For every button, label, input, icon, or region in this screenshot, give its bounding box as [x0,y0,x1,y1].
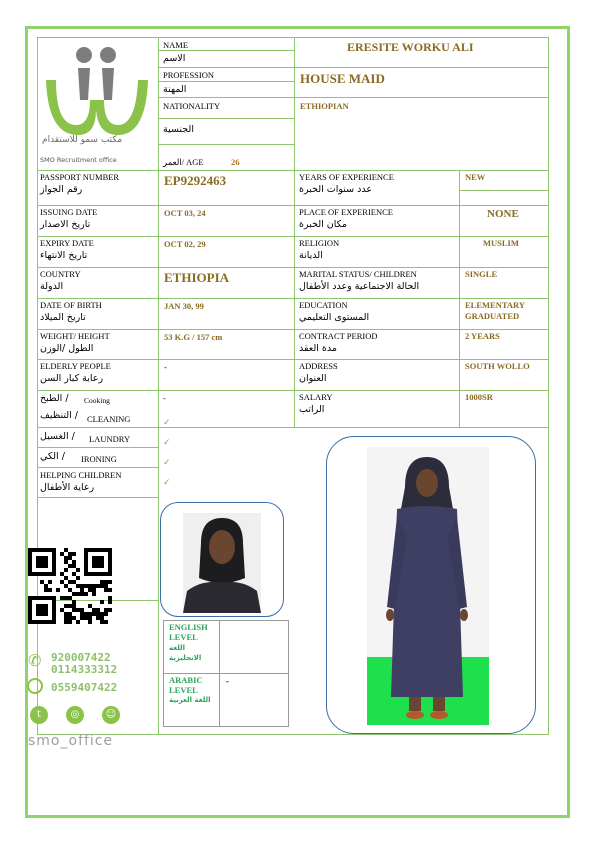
full-body-photo-frame [326,436,536,734]
left-row-label-ar: تاريخ الاصدار [40,219,91,230]
profession-label-ar: المهنة [163,84,187,95]
children-label-ar: رعاية الأطفال [40,482,95,493]
ironing-label-ar: الكي / [40,451,65,462]
phone-number-2: 0114333312 [51,663,118,676]
age-value: 26 [231,157,240,167]
phone-icon: ✆ [28,651,42,670]
left-row-value: OCT 02, 29 [164,239,206,249]
full-body-photo [367,447,489,725]
left-row-label-en: PASSPORT NUMBER [40,172,120,182]
left-row-value: EP9292463 [164,173,227,188]
right-row-label-en: CONTRACT PERIOD [299,331,378,341]
left-row-value: JAN 30, 99 [164,301,204,311]
right-row-label-ar: مدة العقد [299,343,337,354]
right-row-value: NONE [487,208,519,220]
portrait-photo [183,513,261,613]
right-row-value: NEW [465,172,486,182]
company-logo [38,40,156,170]
cleaning-label-ar: التنظيف / [40,410,78,421]
right-row-label-en: EDUCATION [299,300,348,310]
cooking-label-en: Cooking [84,396,110,405]
qr-code [28,548,112,624]
english-level-label-ar: اللغة الانجليزية [169,644,202,662]
laundry-check-icon: ✓ [163,437,171,447]
left-row-value: OCT 03, 24 [164,208,206,218]
cleaning-check-icon: ✓ [163,417,171,427]
right-row-value: ELEMENTARY GRADUATED [465,300,525,321]
left-row-label-en: ISSUING DATE [40,207,98,217]
arabic-level-value: - [226,676,229,686]
profession-value: HOUSE MAID [300,71,385,86]
profession-label-en: PROFESSION [163,70,215,80]
left-row-label-ar: تاريخ الانتهاء [40,250,88,261]
left-row-label-en: ELDERLY PEOPLE [40,361,111,371]
right-row-label-ar: الديانة [299,250,323,261]
ironing-label-en: IRONING [81,454,117,464]
right-row-label-ar: مكان الخبرة [299,219,347,230]
right-row-label-en: MARITAL STATUS/ CHILDREN [299,269,417,279]
ironing-check-icon: ✓ [163,457,171,467]
left-row-label-en: COUNTRY [40,269,81,279]
whatsapp-icon [27,678,43,694]
left-row-label-en: DATE OF BIRTH [40,300,102,310]
right-row-value: 2 YEARS [465,331,500,341]
left-row-label-ar: تاريخ الميلاد [40,312,86,323]
english-level-label: ENGLISH LEVEL [169,622,208,642]
right-row-label-en: RELIGION [299,238,340,248]
left-row-value: ETHIOPIA [164,270,230,285]
right-row-label-en: YEARS OF EXPERIENCE [299,172,394,182]
laundry-label-ar: الغسيل / [40,431,75,442]
right-row-label-ar: العنوان [299,373,327,384]
left-row-label-ar: رقم الجواز [40,184,83,195]
right-row-value: SOUTH WOLLO [465,361,530,371]
right-row-label-ar: الحالة الاجتماعية وعدد الأطفال [299,281,420,292]
social-handle: smo_office [28,733,114,749]
instagram-icon[interactable]: ◎ [66,706,84,724]
arabic-level-label-ar: اللغة العربية [169,696,211,704]
children-label-en: HELPING CHILDREN [40,470,122,480]
nationality-label-ar: الجنسية [163,124,194,135]
right-row-label-ar: عدد سنوات الخبرة [299,184,372,195]
left-row-value: 53 K.G / 157 cm [164,332,223,342]
left-row-label-ar: الطول /الوزن [40,343,94,354]
cleaning-label-en: CLEANING [87,414,131,424]
nationality-label-en: NATIONALITY [163,101,221,111]
right-row-label-en: ADDRESS [299,361,338,371]
left-row-label-ar: رعاية كبار السن [40,373,104,384]
left-row-label-en: WEIGHT/ HEIGHT [40,331,110,341]
left-row-label-en: EXPIRY DATE [40,238,94,248]
name-label-ar: الاسم [163,53,186,64]
nationality-value: ETHIOPIAN [300,101,349,111]
right-row-label-ar: الراتب [299,404,325,415]
logo-english-text: SMO Recruitment office [40,156,117,164]
right-row-value: MUSLIM [483,238,519,248]
snapchat-icon[interactable]: ☺ [102,706,120,724]
cooking-label-ar: الطبخ / [40,393,69,404]
right-row-value: 1000SR [465,392,493,402]
name-value: ERESITE WORKU ALI [347,40,474,54]
right-row-label-en: PLACE OF EXPERIENCE [299,207,393,217]
twitter-icon[interactable]: t [30,706,48,724]
whatsapp-number: 0559407422 [51,681,118,694]
right-row-value: SINGLE [465,269,498,279]
logo-arabic-text: مكتب سمو للاستقدام [42,135,123,145]
phone-number-1: 920007422 [51,651,111,664]
right-row-label-ar: المستوى التعليمي [299,312,370,323]
age-label: العمر/ AGE [163,157,204,167]
children-check-icon: ✓ [163,477,171,487]
right-row-label-en: SALARY [299,392,333,402]
arabic-level-label: ARABIC LEVEL [169,675,203,695]
portrait-photo-frame [160,502,284,617]
left-row-value: - [164,362,167,372]
laundry-label-en: LAUNDRY [89,434,131,444]
name-label-en: NAME [163,40,189,50]
left-row-label-ar: الدولة [40,281,64,292]
cooking-value: - [163,393,166,403]
